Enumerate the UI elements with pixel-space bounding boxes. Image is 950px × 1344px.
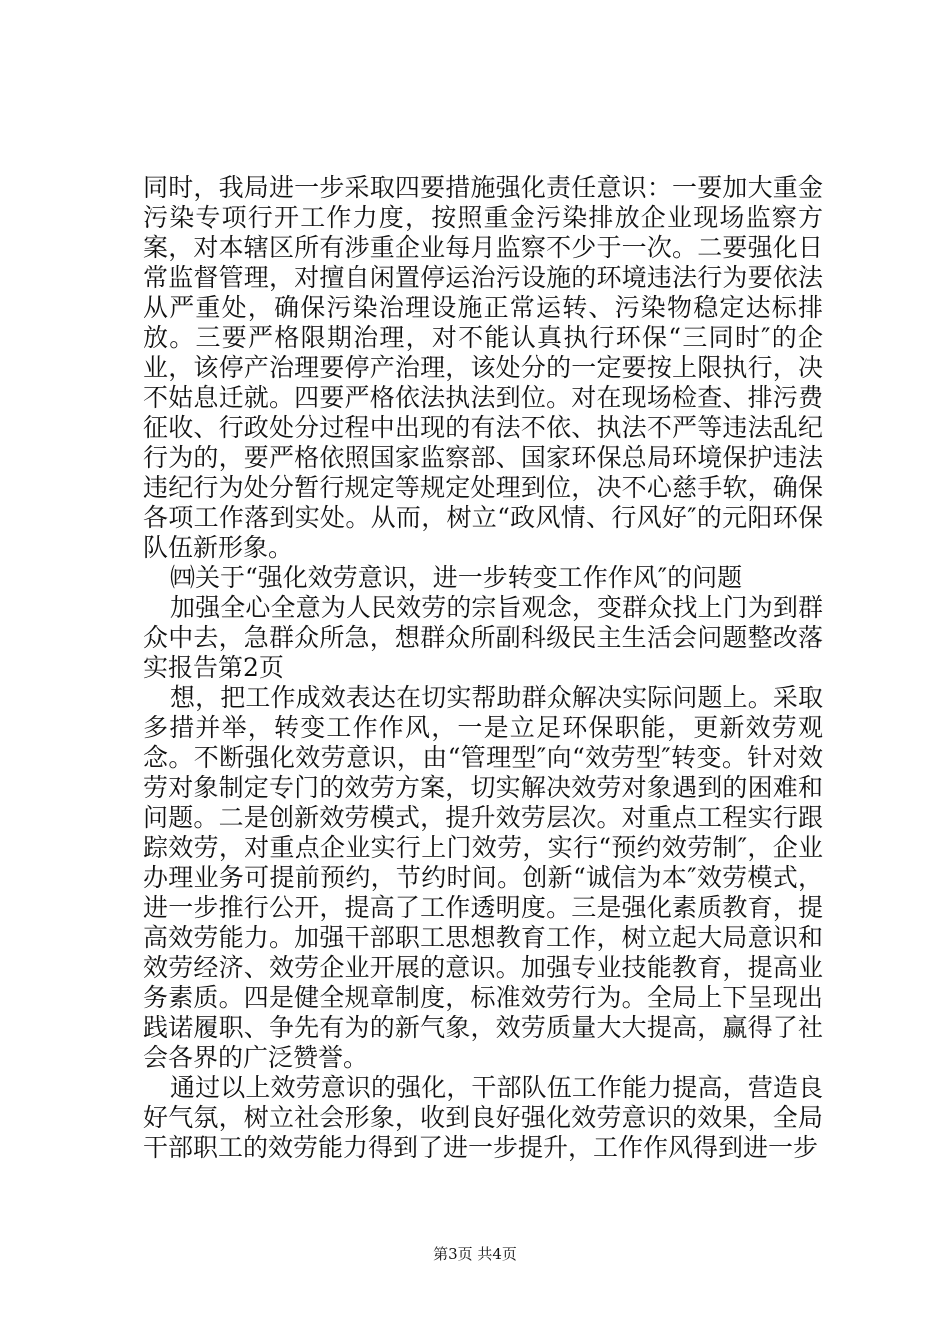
paragraph-service-concept: 加强全心全意为人民效劳的宗旨观念，变群众找上门为到群众中去，急群众所急，想群众所副科级民主生活会问题整改落实报告第2页 — [143, 593, 823, 682]
paragraph-conclusion: 通过以上效劳意识的强化，干部队伍工作能力提高，营造良好气氛，树立社会形象，收到良好强化效劳意识的效果，全局干部职工的效劳能力得到了进一步提升，工作作风得到进一步 — [143, 1073, 823, 1162]
page-footer: 第3页 共4页 — [433, 1245, 517, 1263]
paragraph-work-style-measures: 想，把工作成效表达在切实帮助群众解决实际问题上。采取多措并举，转变工作作风，一是立足环保职能，更新效劳观念。不断强化效劳意识，由“管理型″向“效劳型″转变。针对效劳对象制定专门的效劳方案，切实解决效劳对象遇到的困难和问题。二是创新效劳模式，提升效劳层次。对重点工程实行跟踪效劳，对重点企业实行上门效劳，实行“预约效劳制″，企业办理业务可提前预约，节约时间。创新“诚信为本″效劳模式，进一步推行公开，提高了工作透明度。三是强化素质教育，提高效劳能力。加强干部职工思想教育工作，树立起大局意识和效劳经济、效劳企业开展的意识。加强专业技能教育，提高业务素质。四是健全规章制度，标准效劳行为。全局上下呈现出践诺履职、争先有为的新气象，效劳质量大大提高，赢得了社会各界的广泛赞誉。 — [143, 683, 823, 1072]
document-body — [143, 173, 823, 1163]
paragraph-responsibility-measures: 同时，我局进一步采取四要措施强化责任意识：一要加大重金污染专项行开工作力度，按照重金污染排放企业现场监察方案，对本辖区所有涉重企业每月监察不少于一次。二要强化日常监督管理，对擅自闲置停运治污设施的环境违法行为要依法从严重处，确保污染治理设施正常运转、污染物稳定达标排放。三要严格限期治理，对不能认真执行环保“三同时″的企业，该停产治理要停产治理，该处分的一定要按上限执行，决不姑息迁就。四要严格依法执法到位。对在现场检查、排污费征收、行政处分过程中出现的有法不依、执法不严等违法乱纪行为的，要严格依照国家监察部、国家环保总局环境保护违法违纪行为处分暂行规定等规定处理到位，决不心慈手软，确保各项工作落到实处。从而，树立“政风情、行风好″的元阳环保队伍新形象。 — [143, 173, 823, 562]
section-heading-service-awareness: ㈣关于“强化效劳意识，进一步转变工作作风″的问题 — [170, 563, 743, 592]
